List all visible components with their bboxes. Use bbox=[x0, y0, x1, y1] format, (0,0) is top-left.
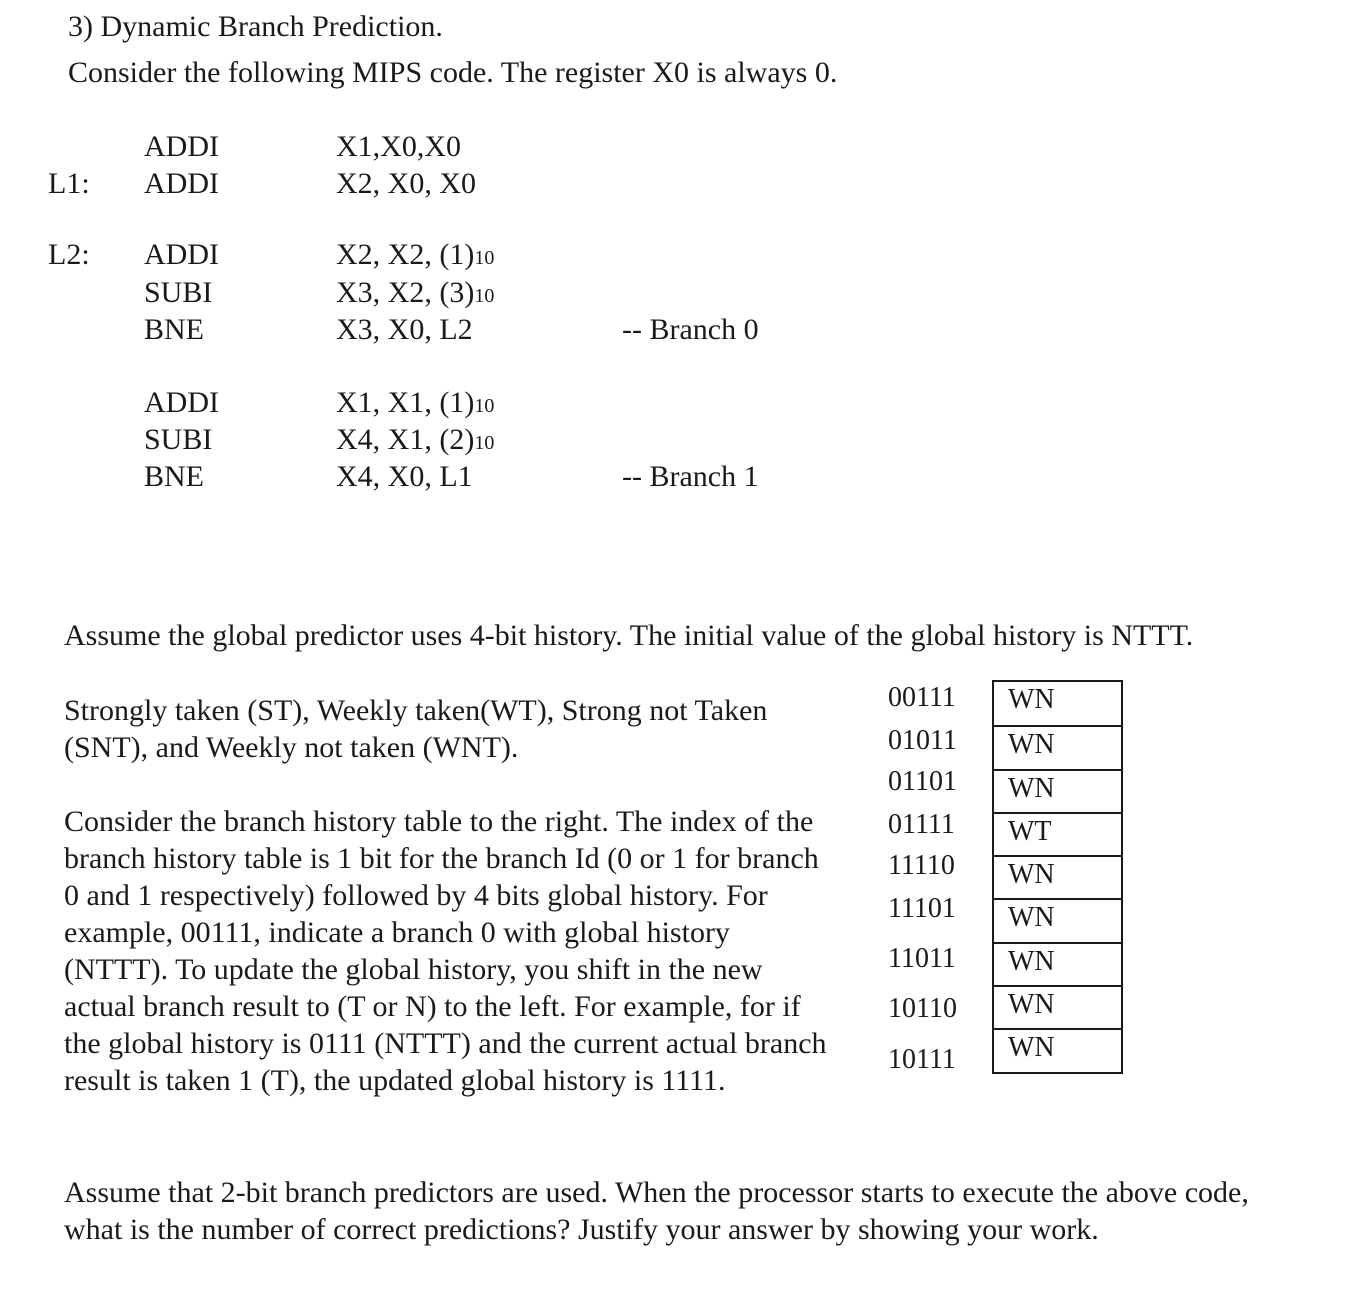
bht-state: WT bbox=[994, 812, 1121, 855]
code-args: X4, X0, L1 bbox=[336, 460, 473, 493]
code-args-text: X1, X1, (1) bbox=[336, 386, 475, 419]
problem-heading: 3) Dynamic Branch Prediction. bbox=[68, 10, 443, 43]
code-args: X2, X0, X0 bbox=[336, 167, 476, 200]
bht-state: WN bbox=[994, 725, 1121, 768]
code-op: SUBI bbox=[144, 423, 213, 456]
code-args-immediate bbox=[336, 240, 494, 270]
history-assumption: Assume the global predictor uses 4-bit history. The initial value of the global history is NTTT. bbox=[64, 619, 1194, 652]
bht-state: WN bbox=[994, 942, 1121, 985]
code-args: X3, X0, L2 bbox=[336, 313, 473, 346]
code-args: X1,X0,X0 bbox=[336, 130, 461, 163]
radix-subscript: 10 bbox=[474, 395, 495, 417]
radix-subscript: 10 bbox=[474, 247, 495, 269]
radix-subscript: 10 bbox=[474, 432, 495, 454]
code-label: L2: bbox=[48, 238, 90, 271]
bht-index: 01101 bbox=[888, 766, 957, 797]
code-args-text: X3, X2, (3) bbox=[336, 276, 475, 309]
code-op: BNE bbox=[144, 313, 204, 346]
code-op: ADDI bbox=[144, 130, 219, 163]
code-args-text: X2, X2, (1) bbox=[336, 238, 475, 271]
code-op: ADDI bbox=[144, 386, 219, 419]
bht-index: 11101 bbox=[888, 893, 956, 924]
branch-history-table bbox=[992, 680, 1123, 1074]
code-comment: -- Branch 1 bbox=[622, 460, 759, 493]
predictor-states-text: Strongly taken (ST), Weekly taken(WT), Strong not Taken (SNT), and Weekly not taken (WNT). bbox=[64, 694, 768, 764]
bht-index: 10111 bbox=[888, 1044, 956, 1075]
bht-index: 11011 bbox=[888, 943, 956, 974]
bht-state: WN bbox=[994, 898, 1121, 941]
code-op: SUBI bbox=[144, 276, 213, 309]
code-args-immediate bbox=[336, 278, 494, 308]
code-comment: -- Branch 0 bbox=[622, 313, 759, 346]
bht-index: 11110 bbox=[888, 850, 955, 881]
code-op: ADDI bbox=[144, 238, 219, 271]
bht-state: WN bbox=[994, 769, 1121, 812]
code-label: L1: bbox=[48, 167, 90, 200]
code-op: BNE bbox=[144, 460, 204, 493]
bht-state: WN bbox=[994, 1028, 1121, 1071]
code-op: ADDI bbox=[144, 167, 219, 200]
bht-state: WN bbox=[1008, 684, 1055, 715]
code-args-text: X4, X1, (2) bbox=[336, 423, 475, 456]
question-text: Assume that 2-bit branch predictors are used. When the processor starts to execute the above code, what is the number of correct predictions? Justify your answer by showing your work. bbox=[64, 1176, 1249, 1246]
table-description: Consider the branch history table to the right. The index of the branch history table is 1 bit for the branch Id (0 or 1 for branch 0 and 1 respectively) followed by 4 bits global history. For example, 00111, indicate a branch 0 with global history (NTTT). To update the global history, you shift in the new actual branch result to (T or N) to the left. For example, for if the global history is 0111 (NTTT) and the current actual branch result is taken 1 (T), the updated global history is 1111. bbox=[64, 805, 827, 1097]
problem-intro: Consider the following MIPS code. The register X0 is always 0. bbox=[68, 56, 838, 89]
bht-state: WN bbox=[994, 985, 1121, 1028]
code-args-immediate bbox=[336, 388, 494, 418]
bht-index: 01011 bbox=[888, 725, 957, 756]
code-args-immediate bbox=[336, 425, 494, 455]
bht-index: 10110 bbox=[888, 993, 957, 1024]
radix-subscript: 10 bbox=[474, 285, 495, 307]
bht-index: 01111 bbox=[888, 809, 955, 840]
bht-state: WN bbox=[994, 855, 1121, 898]
bht-index: 00111 bbox=[888, 682, 956, 713]
